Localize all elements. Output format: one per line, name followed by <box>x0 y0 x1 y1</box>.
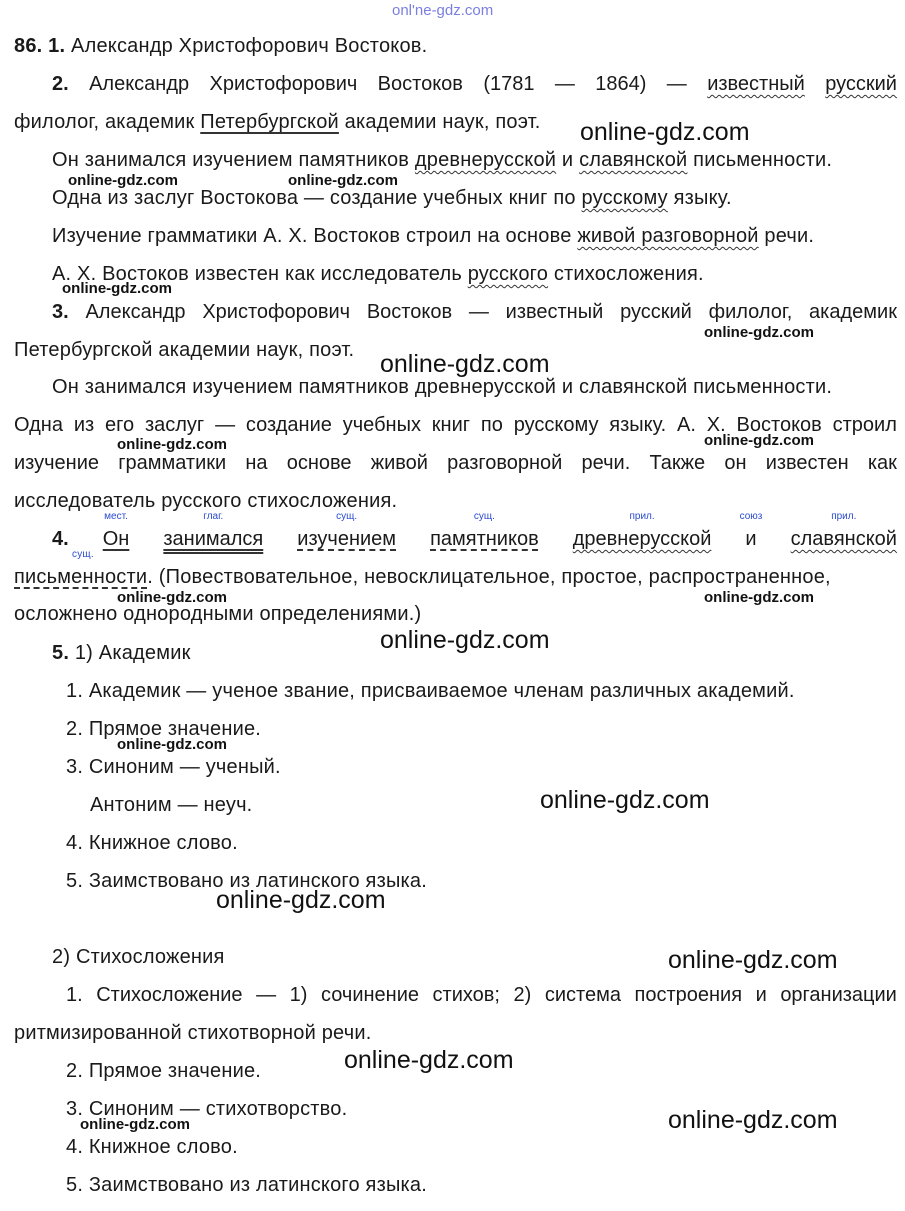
pos-tag: сущ. <box>473 511 495 522</box>
subtask-number-1: 1. <box>48 35 66 57</box>
parsed-word <box>102 511 130 551</box>
word: заслуг <box>144 414 205 436</box>
word-1-header: 1) Академик <box>74 642 191 664</box>
p2-sentence-3 <box>52 224 814 248</box>
word: филолог, <box>708 301 793 323</box>
word: — <box>468 301 489 323</box>
p2-line-1 <box>52 72 897 96</box>
word: — <box>554 73 575 95</box>
word: Также <box>649 452 706 474</box>
word: Стихосложение <box>96 984 243 1006</box>
watermark: online-gdz.com <box>344 1046 514 1074</box>
word: Востоков <box>366 301 453 323</box>
parsed-word <box>572 511 712 551</box>
text: речи. <box>758 225 815 247</box>
underlined-word: живой разговорной <box>577 225 759 247</box>
w2-item: 3. Синоним — стихотворство. <box>66 1098 348 1120</box>
text: А. Х. Востоков известен как исследователь <box>52 263 468 285</box>
p5-header <box>52 641 191 665</box>
p3-line-1 <box>52 300 897 324</box>
parsed-word <box>430 511 539 551</box>
w1-item: 5. Заимствовано из латинского языка. <box>66 870 427 892</box>
word: памятников <box>430 528 539 550</box>
subtask-1-text: Александр Христофорович Востоков. <box>71 35 428 57</box>
word: разговорной <box>447 452 563 474</box>
pos-tag: глаг. <box>203 511 224 522</box>
underlined-word: Петербургской <box>200 111 339 133</box>
word: живой <box>370 452 428 474</box>
parsed-word <box>14 549 148 589</box>
word: Христофорович <box>209 73 358 95</box>
word: построения <box>634 984 743 1006</box>
word: Александр <box>89 73 190 95</box>
text: . (Повествовательное, невосклицательное, простое, распространенное, <box>147 566 831 588</box>
underlined-word: древнерусской <box>414 149 557 171</box>
word: из <box>73 414 95 436</box>
watermark: online-gdz.com <box>704 324 814 341</box>
word: сочинение <box>320 984 419 1006</box>
watermark: online-gdz.com <box>380 350 550 378</box>
word: языку. <box>609 414 667 436</box>
watermark: online-gdz.com <box>216 886 386 914</box>
underlined-word: русского <box>467 263 549 285</box>
word: Востоков <box>736 414 822 436</box>
text: филолог, академик <box>14 111 201 133</box>
watermark: online-gdz.com <box>540 786 710 814</box>
w1-item: 3. Синоним — ученый. <box>66 756 281 778</box>
text: Он занимался изучением памятников <box>52 149 415 171</box>
p4-line-2 <box>14 549 831 589</box>
word: занимался <box>163 528 264 550</box>
w2-item: 4. Книжное слово. <box>66 1136 238 1158</box>
w1-item: Антоним — неуч. <box>90 794 253 816</box>
word: русскому <box>513 414 599 436</box>
word: Христофорович <box>202 301 351 323</box>
subtask-number-4: 4. <box>52 528 69 550</box>
w1-item: 2. Прямое значение. <box>66 718 262 740</box>
subtask-number-5: 5. <box>52 642 70 664</box>
word: — <box>215 414 236 436</box>
word: Востоков <box>377 73 463 95</box>
word: Х. <box>706 414 726 436</box>
underlined-word: известный <box>707 73 805 95</box>
text: Изучение грамматики А. Х. Востоков строил на основе <box>52 225 578 247</box>
w2-item: 5. Заимствовано из латинского языка. <box>66 1174 427 1196</box>
parsed-word <box>297 511 397 551</box>
word: на <box>245 452 268 474</box>
p3-line-3: Он занимался изучением памятников древнерусской и славянской письменности. <box>52 376 833 398</box>
word: строил <box>832 414 897 436</box>
word: система <box>544 984 621 1006</box>
word: А. <box>677 414 696 436</box>
pos-tag: мест. <box>104 511 128 522</box>
watermark: online-gdz.com <box>117 589 227 606</box>
word: славянской <box>790 528 897 550</box>
word: книг <box>431 414 471 436</box>
text: письменности. <box>687 149 833 171</box>
word: — <box>666 73 687 95</box>
underlined-word: славянской <box>579 149 688 171</box>
watermark: online-gdz.com <box>62 280 172 297</box>
pos-tag: сущ. <box>336 511 358 522</box>
parsed-word <box>790 511 897 551</box>
word: — <box>256 984 277 1006</box>
watermark: online-gdz.com <box>668 946 838 974</box>
pos-tag: сущ. <box>72 549 94 560</box>
word: (1781 <box>483 73 535 95</box>
parsed-word <box>163 511 264 551</box>
word: 1. <box>66 984 83 1006</box>
task-line-1 <box>14 34 427 58</box>
word: и <box>755 984 767 1006</box>
watermark: online-gdz.com <box>704 589 814 606</box>
w2-item-1-line-2: ритмизированной стихотворной речи. <box>14 1022 372 1044</box>
word: он <box>724 452 747 474</box>
watermark: online-gdz.com <box>580 118 750 146</box>
w1-item: 1. Академик — ученое звание, присваиваемое членам различных академий. <box>66 680 795 702</box>
p2-sentence-1 <box>52 148 832 172</box>
p2-line-2 <box>14 110 541 134</box>
word-2-header: 2) Стихосложения <box>52 946 225 968</box>
word: как <box>867 452 897 474</box>
word: его <box>105 414 135 436</box>
p3-line-5 <box>14 451 897 475</box>
word: Он <box>102 528 130 550</box>
watermark: online-gdz.com <box>68 172 178 189</box>
watermark: online-gdz.com <box>117 436 227 453</box>
word: древнерусской <box>572 528 712 550</box>
watermark: online-gdz.com <box>704 432 814 449</box>
word: и <box>745 528 757 550</box>
word: изучением <box>297 528 397 550</box>
w2-item: 2. Прямое значение. <box>66 1060 262 1082</box>
text: языку. <box>667 187 732 209</box>
subtask-number-3: 3. <box>52 301 69 323</box>
text: стихосложения. <box>548 263 704 285</box>
word: письменности <box>14 566 148 588</box>
w2-item-1-line-1 <box>66 983 897 1007</box>
watermark: online-gdz.com <box>668 1106 838 1134</box>
task-number: 86. <box>14 35 43 57</box>
word: известный <box>505 301 604 323</box>
word: академик <box>809 301 897 323</box>
underlined-word: русский <box>825 73 897 95</box>
pos-tag: союз <box>739 511 763 522</box>
word: 2) <box>513 984 532 1006</box>
p3-line-2: Петербургской академии наук, поэт. <box>14 339 355 361</box>
parsed-word <box>739 511 763 551</box>
word: известен <box>765 452 849 474</box>
word: стихов; <box>432 984 500 1006</box>
p3-line-6: исследователь русского стихосложения. <box>14 490 398 512</box>
pos-tag: прил. <box>831 511 857 522</box>
p2-sentence-2 <box>52 186 732 210</box>
word: грамматики <box>118 452 227 474</box>
word: 1) <box>289 984 308 1006</box>
word: Александр <box>85 301 186 323</box>
word: 1864) <box>595 73 647 95</box>
word: по <box>480 414 503 436</box>
word: Одна <box>14 414 63 436</box>
word: учебных <box>342 414 421 436</box>
w1-item: 4. Книжное слово. <box>66 832 238 854</box>
word: речи. <box>581 452 631 474</box>
word: русский <box>620 301 692 323</box>
word: создание <box>245 414 332 436</box>
word: организации <box>780 984 897 1006</box>
watermark: online-gdz.com <box>380 626 550 654</box>
text: академии наук, поэт. <box>338 111 541 133</box>
subtask-number-2: 2. <box>52 73 69 95</box>
watermark: online-gdz.com <box>288 172 398 189</box>
watermark: online-gdz.com <box>117 736 227 753</box>
pos-tag: прил. <box>629 511 655 522</box>
text: и <box>556 149 580 171</box>
p4-line-1 <box>52 511 897 551</box>
word: изучение <box>14 452 99 474</box>
text: Одна из заслуг Востокова — создание учебных книг по <box>52 187 582 209</box>
watermark: online-gdz.com <box>80 1116 190 1133</box>
top-watermark: onl'ne-gdz.com <box>392 2 494 19</box>
word: основе <box>286 452 352 474</box>
p4-line-3: осложнено однородными определениями.) <box>14 603 422 625</box>
underlined-word: русскому <box>581 187 668 209</box>
